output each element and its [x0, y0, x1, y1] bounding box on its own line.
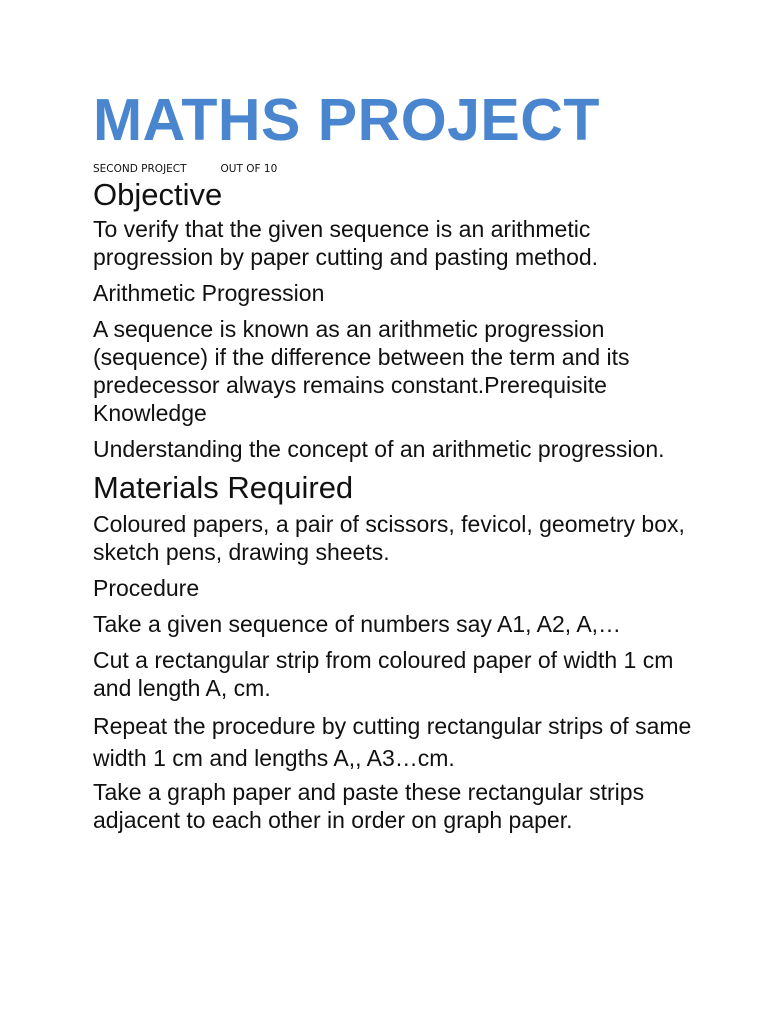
subtitle-second-project: SECOND PROJECT: [93, 163, 187, 175]
procedure-step-3: Repeat the procedure by cutting rectangular strips of same width 1 cm and lengths A,, A3…cm.: [93, 713, 692, 771]
procedure-step-4: Take a graph paper and paste these rectangular strips adjacent to each other in order on graph paper.: [93, 779, 645, 833]
procedure-heading: Procedure: [93, 575, 200, 601]
objective-text: To verify that the given sequence is an arithmetic progression by paper cutting and pasting method.: [93, 216, 599, 270]
procedure-step-2: Cut a rectangular strip from coloured paper of width 1 cm and length A, cm.: [93, 647, 674, 701]
prerequisite-text: Understanding the concept of an arithmetic progression.: [93, 436, 665, 462]
document-title: MATHS PROJECT: [93, 87, 600, 153]
objective-heading: Objective: [93, 177, 223, 212]
ap-text: A sequence is known as an arithmetic progression (sequence) if the difference between the term and its predecessor always remains constant.Prerequisite Knowledge: [93, 316, 630, 426]
document-body: [93, 177, 693, 834]
materials-text: Coloured papers, a pair of scissors, fevicol, geometry box, sketch pens, drawing sheets.: [93, 511, 685, 565]
subtitle-out-of: OUT OF 10: [220, 163, 278, 175]
materials-heading: Materials Required: [93, 470, 354, 505]
ap-heading: Arithmetic Progression: [93, 280, 325, 306]
procedure-step-1: Take a given sequence of numbers say A1, A2, A,…: [93, 611, 622, 637]
project-subtitle-line: [93, 161, 277, 177]
